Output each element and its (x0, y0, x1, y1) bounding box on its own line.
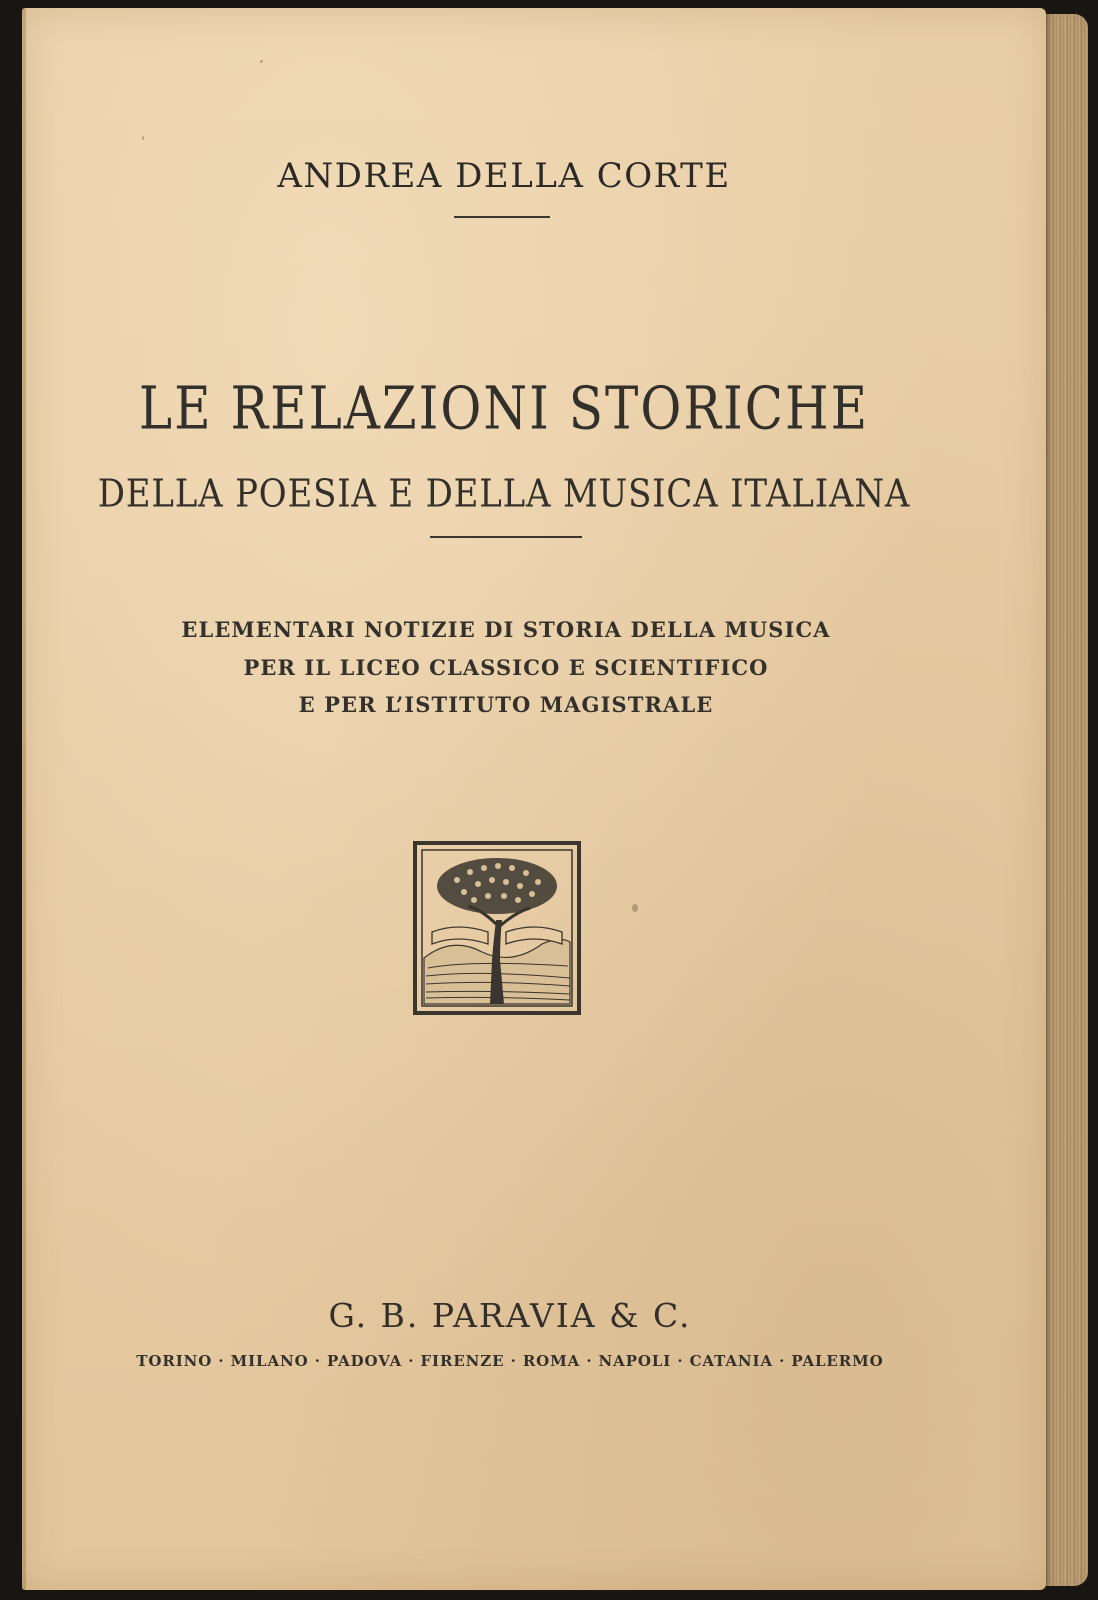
tree-emblem-icon (412, 840, 582, 1016)
paper-speck (260, 60, 263, 63)
description-line: ELEMENTARI NOTIZIE DI STORIA DELLA MUSICA (181, 617, 831, 642)
author-name: ANDREA DELLA CORTE (277, 156, 731, 196)
publisher-name: G. B. PARAVIA & C. (328, 1296, 692, 1335)
front-cover (22, 8, 1046, 1590)
paper-speck (632, 904, 638, 912)
book-subtitle: DELLA POESIA E DELLA MUSICA ITALIANA (97, 472, 911, 517)
paper-speck (142, 136, 144, 140)
divider-rule (430, 536, 582, 538)
publisher-cities: TORINO · MILANO · PADOVA · FIRENZE · ROMA · NAPOLI · CATANIA · PALERMO (136, 1352, 884, 1370)
divider-rule (454, 216, 550, 218)
book-title: LE RELAZIONI STORICHE (138, 374, 870, 443)
description-line: E PER L’ISTITUTO MAGISTRALE (298, 692, 714, 717)
description-line: PER IL LICEO CLASSICO E SCIENTIFICO (243, 655, 769, 680)
